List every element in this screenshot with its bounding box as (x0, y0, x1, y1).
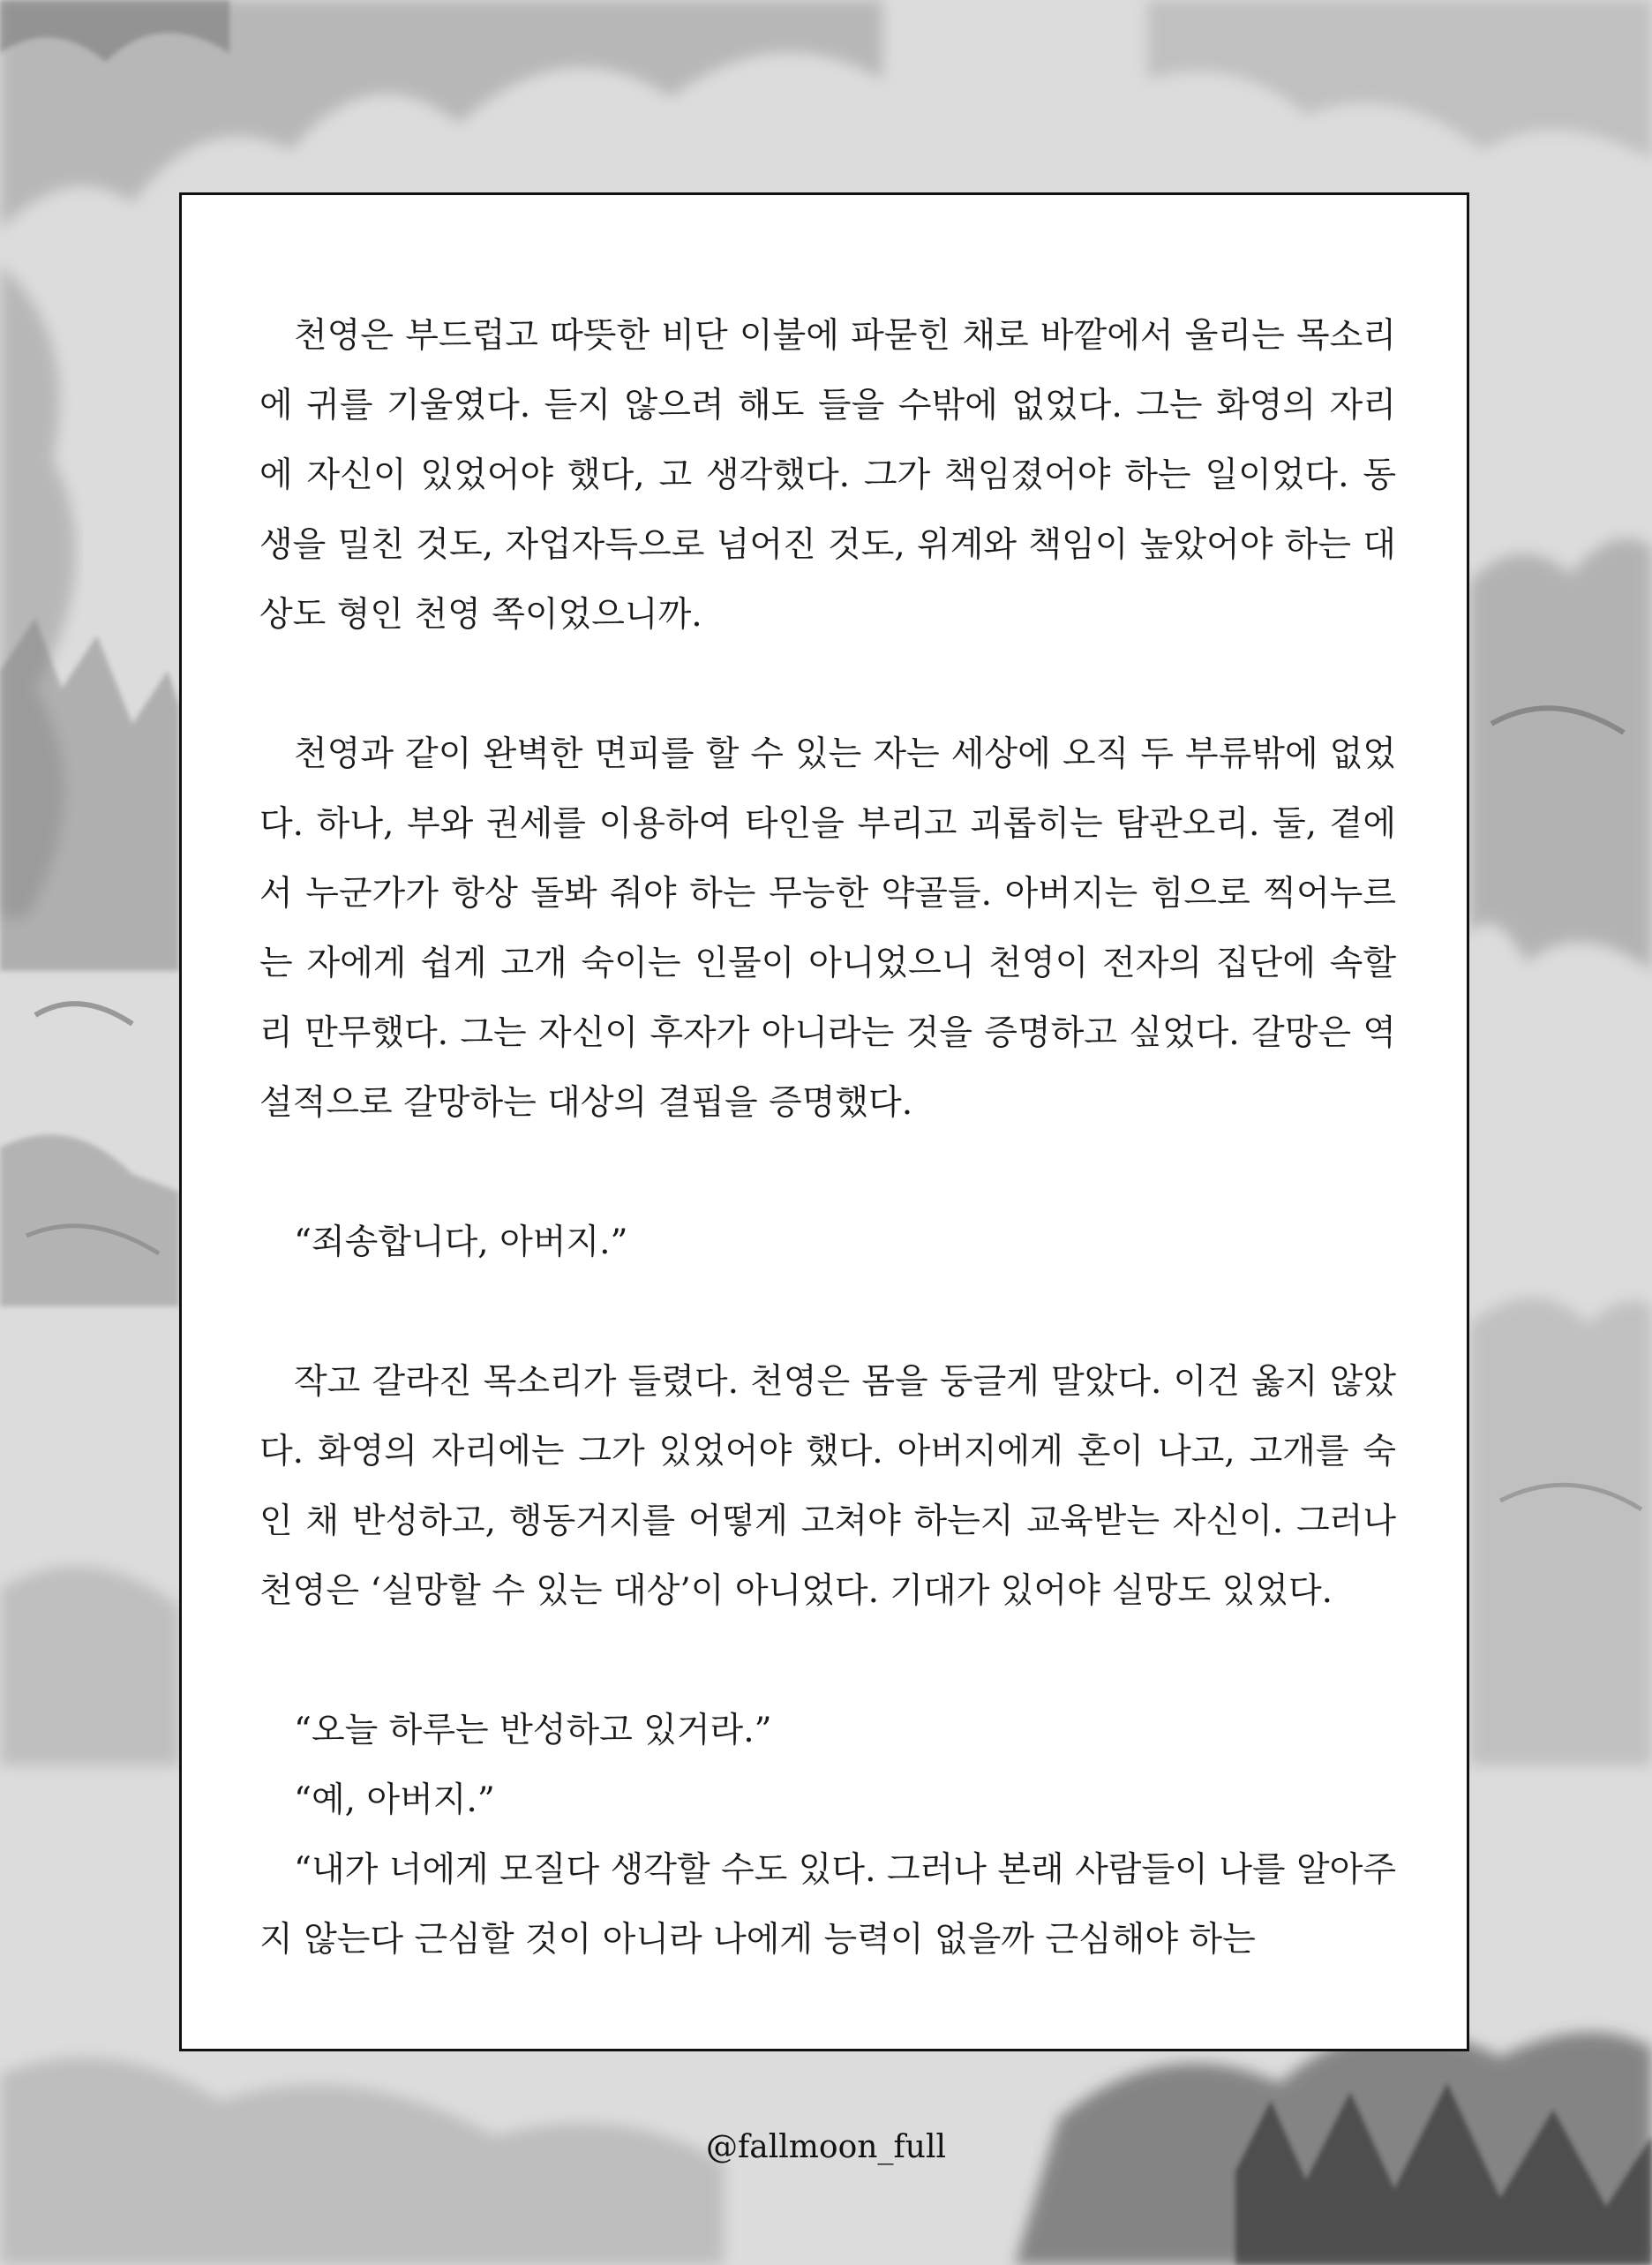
text-page (179, 192, 1469, 2051)
paragraph-spacer (259, 1138, 1396, 1208)
dialogue-line-2: “예, 아버지.” (294, 1780, 495, 1820)
body-text (259, 301, 1396, 1975)
paragraph-1: 천영은 부드럽고 따뜻한 비단 이불에 파묻힌 채로 바깥에서 울리는 목소리에 귀를 기울였다. 듣지 않으려 해도 들을 수밖에 없었다. 그는 화영의 자리에 자신이 있었어야 했다, 고 생각했다. 그가 책임졌어야 하는 일이었다. 동생을 밀친 것도, 자업자득으로 넘어진 것도, 위계와 책임이 높았어야 하는 대상도 형인 천영 쪽이었으니까. (259, 316, 1396, 635)
watermark-handle: @fallmoon_full (705, 2129, 947, 2165)
paragraph-2: 천영과 같이 완벽한 면피를 할 수 있는 자는 세상에 오직 두 부류밖에 없었다. 하나, 부와 권세를 이용하여 타인을 부리고 괴롭히는 탐관오리. 둘, 곁에서 누군가가 항상 돌봐 줘야 하는 무능한 약골들. 아버지는 힘으로 찍어누르는 자에게 쉽게 고개 숙이는 인물이 아니었으니 천영이 전자의 집단에 속할 리 만무했다. 그는 자신이 후자가 아니라는 것을 증명하고 싶었다. 갈망은 역설적으로 갈망하는 대상의 결핍을 증명했다. (259, 734, 1396, 1123)
dialogue-line-3: “내가 너에게 모질다 생각할 수도 있다. 그러나 본래 사람들이 나를 알아주지 않는다 근심할 것이 아니라 나에게 능력이 없을까 근심해야 하는 (259, 1850, 1396, 1960)
paragraph-3: “죄송합니다, 아버지.” (294, 1223, 628, 1262)
paragraph-4: 작고 갈라진 목소리가 들렸다. 천영은 몸을 둥글게 말았다. 이건 옳지 않았다. 화영의 자리에는 그가 있었어야 했다. 아버지에게 혼이 나고, 고개를 숙인 채 반성하고, 행동거지를 어떻게 고쳐야 하는지 교육받는 자신이. 그러나 천영은 ‘실망할 수 있는 대상’이 아니었다. 기대가 있어야 실망도 있었다. (259, 1362, 1396, 1611)
paragraph-spacer (259, 1626, 1396, 1696)
paragraph-spacer (259, 650, 1396, 719)
dialogue-line-1: “오늘 하루는 반성하고 있거라.” (294, 1711, 772, 1750)
paragraph-spacer (259, 1277, 1396, 1347)
